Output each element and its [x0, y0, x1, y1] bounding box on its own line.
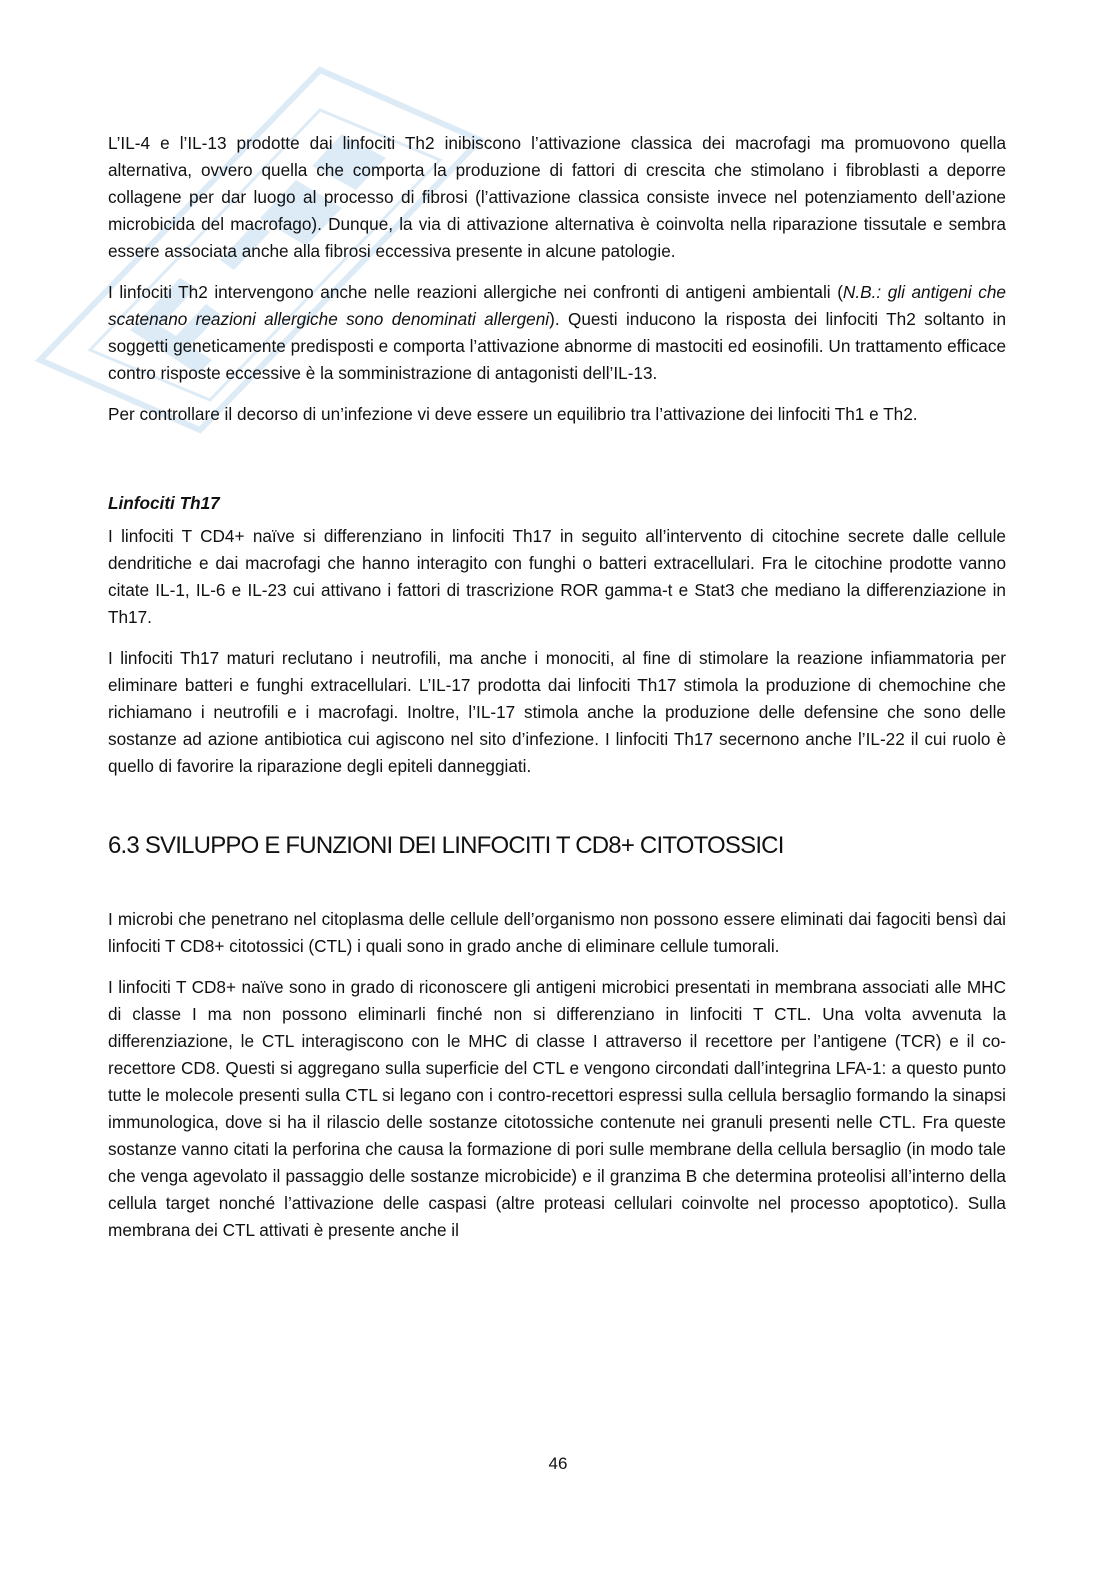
paragraph-th1-th2-balance: Per controllare il decorso di un’infezione vi deve essere un equilibrio tra l’attivazione dei linfociti Th1 e Th2. [108, 404, 918, 424]
subsection-heading-th17: Linfociti Th17 [108, 493, 220, 513]
page-number: 46 [548, 1454, 568, 1473]
paragraph-ctl-mechanism: I linfociti T CD8+ naïve sono in grado di riconoscere gli antigeni microbici presentati in membrana associati alle MHC di classe I ma non possono eliminarli finché non si differenziano in linfociti T CTL. Una volta avvenuta la differenziazione, le CTL interagiscono con le MHC di classe I attraverso il recettore per l’antigene (TCR) e il co-recettore CD8. Questi si aggregano sulla superficie del CTL e vengono circondati dall’integrina LFA-1: a questo punto tutte le molecole presenti sulla CTL si legano con i contro-recettori espressi sulla cellula bersaglio formando la sinapsi immunologica, dove si ha il rilascio delle sostanze citotossiche contenute nei granuli presenti nelle CTL. Fra queste sostanze vanno citati la perforina che causa la formazione di pori sulle membrane della cellula bersaglio (in modo tale che venga agevolato il passaggio delle sostanze microbicide) e il granzima B che determina proteolisi all’interno della cellula target nonché l’attivazione delle caspasi (altre proteasi cellulari coinvolte nel processo apoptotico). Sulla membrana dei CTL attivati è presente anche il [108, 977, 1006, 1240]
section-heading-6-3: 6.3 SVILUPPO E FUNZIONI DEI LINFOCITI T CD8+ CITOTOSSICI [108, 832, 784, 859]
paragraph-th2-allergies [108, 279, 1006, 387]
note-italic: N.B.: gli antigeni che scatenano reazioni allergiche sono denominati allergeni [108, 282, 1006, 329]
paragraph-th17-function: I linfociti Th17 maturi reclutano i neutrofili, ma anche i monociti, al fine di stimolare la reazione infiammatoria per eliminare batteri e funghi extracellulari. L’IL-17 prodotta dai linfociti Th17 stimola la produzione di chemochine che richiamano i neutrofili e i macrofagi. Inoltre, l’IL-17 stimola anche la produzione delle defensine che sono delle sostanze ad azione antibiotica cui agiscono nel sito d’infezione. I linfociti Th17 secernono anche l’IL-22 il cui ruolo è quello di favorire la riparazione degli epiteli danneggiati. [108, 648, 1006, 776]
paragraph-ctl-intro: I microbi che penetrano nel citoplasma delle cellule dell’organismo non possono essere eliminati dai fagociti bensì dai linfociti T CD8+ citotossici (CTL) i quali sono in grado anche di eliminare cellule tumorali. [108, 909, 1006, 956]
paragraph-th17-differentiation: I linfociti T CD4+ naïve si differenziano in linfociti Th17 in seguito all’intervento di citochine secrete dalle cellule dendritiche e dai macrofagi che hanno interagito con funghi o batteri extracellulari. Fra le citochine prodotte vanno citate IL-1, IL-6 e IL-23 cui attivano i fattori di trascrizione ROR gamma-t e Stat3 che mediano la differenziazione in Th17. [108, 526, 1006, 627]
paragraph-text: ). Questi inducono la risposta dei linfociti Th2 soltanto in soggetti geneticamente predisposti e comporta l’attivazione abnorme di mastociti ed eosinofili. Un trattamento efficace contro risposte eccessive è la somministrazione di antagonisti dell’IL-13. [108, 309, 1007, 383]
paragraph-text: I linfociti Th2 intervengono anche nelle reazioni allergiche nei confronti di antigeni ambientali ( [108, 282, 843, 302]
paragraph-th2-macrophages: L’IL-4 e l’IL-13 prodotte dai linfociti Th2 inibiscono l’attivazione classica dei macrofagi ma promuovono quella alternativa, ovvero quella che comporta la produzione di fattori di crescita che stimolano i fibroblasti a deporre collagene per dar luogo al processo di fibrosi (l’attivazione classica consiste invece nel potenziamento dell’azione microbicida del macrofago). Dunque, la via di attivazione alternativa è coinvolta nella riparazione tissutale e sembra essere associata anche alla fibrosi eccessiva presente in alcune patologie. [108, 133, 1006, 261]
document-body [108, 130, 1006, 1258]
